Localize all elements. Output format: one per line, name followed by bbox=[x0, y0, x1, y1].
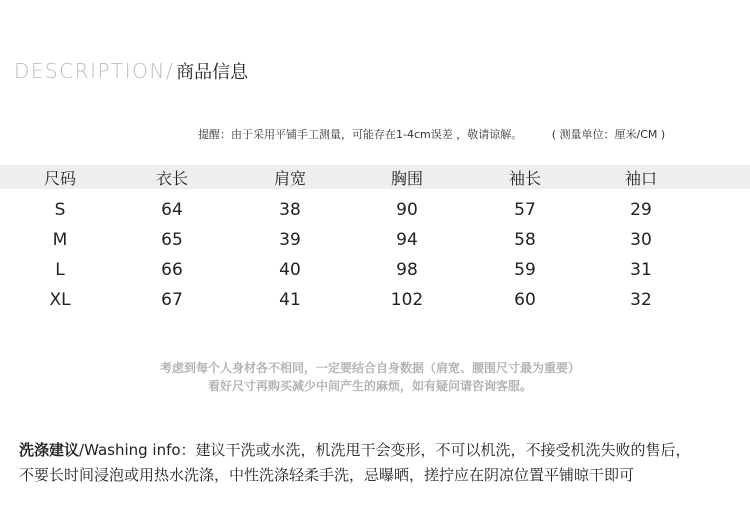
cell-shoulder: 41 bbox=[279, 290, 301, 310]
heading-chinese: 商品信息 bbox=[176, 62, 249, 83]
cell-size: M bbox=[52, 230, 68, 250]
fit-note-line-1: 考虑到每个人身材各不相同，一定要结合自身数据（肩宽、腰围尺寸最为重要） bbox=[159, 361, 580, 375]
cell-shoulder: 38 bbox=[279, 200, 301, 220]
header-sleeve: 袖长 bbox=[508, 168, 541, 188]
cell-length: 66 bbox=[161, 260, 183, 280]
care-label: 洗涤建议 bbox=[19, 441, 80, 459]
care-line-1 bbox=[19, 438, 739, 463]
header-size: 尺码 bbox=[43, 168, 76, 188]
cell-length: 67 bbox=[161, 290, 183, 310]
table-row bbox=[0, 255, 750, 285]
cell-cuff: 30 bbox=[630, 230, 652, 250]
washing-instructions bbox=[19, 438, 739, 488]
cell-chest: 98 bbox=[396, 260, 418, 280]
table-header-row bbox=[0, 165, 750, 189]
cell-shoulder: 40 bbox=[279, 260, 301, 280]
table-row bbox=[0, 225, 750, 255]
cell-chest: 94 bbox=[396, 230, 418, 250]
header-length: 衣长 bbox=[155, 168, 188, 188]
tip-unit: ( 测量单位：厘米/CM ) bbox=[551, 128, 666, 141]
cell-size: XL bbox=[49, 290, 71, 310]
cell-size: S bbox=[54, 200, 66, 220]
cell-cuff: 32 bbox=[630, 290, 652, 310]
section-heading bbox=[14, 58, 248, 84]
cell-cuff: 31 bbox=[630, 260, 652, 280]
cell-sleeve: 57 bbox=[514, 200, 536, 220]
size-table bbox=[0, 165, 750, 315]
table-row bbox=[0, 285, 750, 315]
header-cuff: 袖口 bbox=[624, 168, 657, 188]
cell-length: 64 bbox=[161, 200, 183, 220]
cell-cuff: 29 bbox=[630, 200, 652, 220]
header-chest: 胸围 bbox=[390, 168, 423, 188]
cell-size: L bbox=[55, 260, 65, 280]
cell-sleeve: 60 bbox=[514, 290, 536, 310]
fit-note-line-2: 看好尺寸再购买减少中间产生的麻烦，如有疑问请咨询客服。 bbox=[207, 379, 532, 393]
cell-sleeve: 58 bbox=[514, 230, 536, 250]
cell-chest: 102 bbox=[390, 290, 424, 310]
tip-text: 提醒：由于采用平铺手工测量，可能存在1-4cm误差 ，敬请谅解。 bbox=[198, 128, 523, 141]
care-text-1: /Washing info：建议干洗或水洗，机洗甩干会变形，不可以机洗，不接受机洗失败的售后， bbox=[79, 441, 691, 459]
cell-shoulder: 39 bbox=[279, 230, 301, 250]
cell-length: 65 bbox=[161, 230, 183, 250]
care-text-2: 不要长时间浸泡或用热水洗涤，中性洗涤轻柔手洗，忌曝晒，搓拧应在阴凉位置平铺晾干即可 bbox=[19, 466, 635, 484]
table-row bbox=[0, 195, 750, 225]
cell-sleeve: 59 bbox=[514, 260, 536, 280]
cell-chest: 90 bbox=[396, 200, 418, 220]
header-shoulder: 肩宽 bbox=[273, 168, 306, 188]
heading-english: DESCRIPTION/ bbox=[14, 59, 175, 83]
measurement-tip bbox=[198, 126, 665, 142]
